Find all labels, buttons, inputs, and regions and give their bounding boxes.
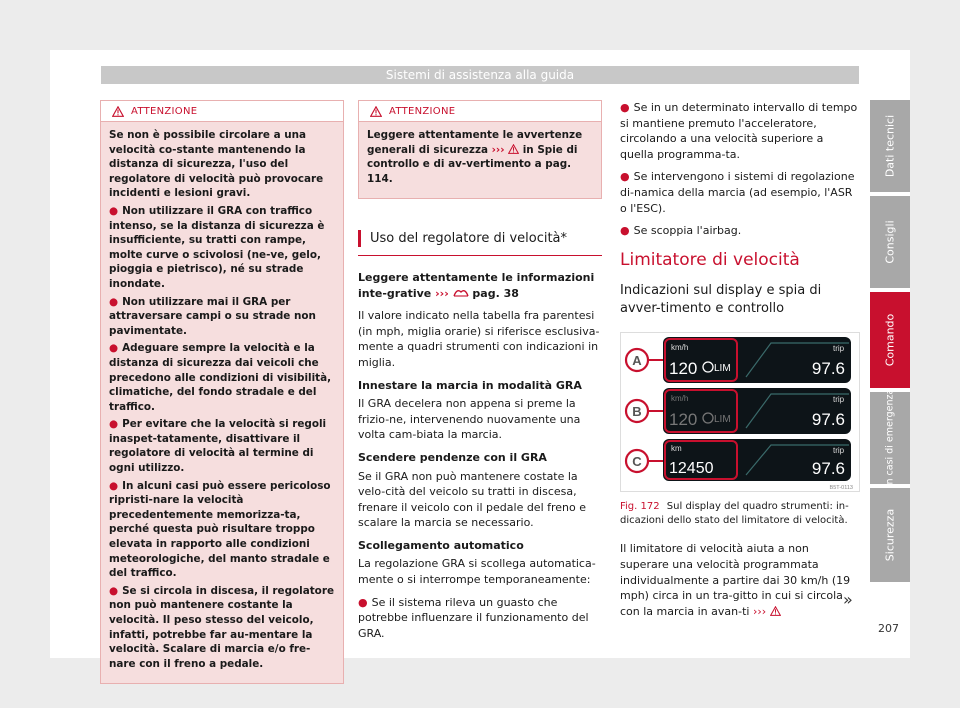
list-item: ● Se intervengono i sistemi di regolazione di-namica della marcia (ad esempio, l'ASR o l'ESC). <box>620 170 855 215</box>
warning-intro: Se non è possibile circolare a una velocità co-stante mantenendo la distanza di sicurezza, l'uso del regolatore di velocità può provocare incidenti e lesioni gravi. <box>109 129 324 200</box>
paragraph: Il valore indicato nella tabella fra parentesi (in mph, miglia orarie) si riferisce esclusiva-mente a quadri strumenti con indicazioni in miglia. <box>358 309 600 369</box>
bullet-dot-icon: ● <box>109 584 119 597</box>
odometer-value: 12450 <box>669 460 714 478</box>
page-reference-link[interactable]: pag. 38 <box>472 286 519 300</box>
warning-bullet: ● Per evitare che la velocità si regoli inaspet-tatamente, disattivare il regolatore di velocità al termine di ogni utilizzo. <box>109 418 327 475</box>
figure-code: B5T-0113 <box>829 485 853 492</box>
list-item: ● Se il sistema rileva un guasto che potrebbe influenzare il funzionamento del GRA. <box>358 595 589 640</box>
odometer-unit: km <box>671 444 682 454</box>
bullet-dot-icon: ● <box>109 342 119 355</box>
paragraph-heading: Scendere pendenze con il GRA <box>358 450 547 464</box>
warning-bullet: ● Se si circola in discesa, il regolatore non può mantenere costante la velocità. Il peso stesso del veicolo, infatti, potrebbe far au-mentare la velocità. Scalare di marcia e/o fre-nare con il freno a pedale. <box>109 584 334 670</box>
figure-caption: Fig. 172 Sul display del quadro strumenti: in-dicazioni dello stato del limitatore di velocità. <box>620 501 849 526</box>
display-illustration <box>621 333 859 491</box>
callout-letter: C <box>632 454 642 470</box>
trip-label: trip <box>833 344 845 354</box>
paragraph: Il GRA decelera non appena si preme la frizio-ne, intervenendo nuovamente una volta cam-biata la marcia. <box>358 397 581 442</box>
bullet-dot-icon: ● <box>620 170 630 184</box>
subsection-title: Indicazioni sul display e spia di avver-timento e controllo <box>620 283 822 317</box>
warning-body <box>359 122 601 198</box>
column-left <box>100 100 344 684</box>
lead-paragraph: Leggere attentamente le informazioni inte-grative ››› pag. 38 <box>358 270 595 300</box>
speed-value: 120 <box>669 410 698 430</box>
display-row-b <box>626 388 851 434</box>
paragraph-heading: Innestare la marcia in modalità GRA <box>358 378 582 392</box>
display-row-a <box>626 337 851 383</box>
trip-value: 97.6 <box>811 459 845 479</box>
warning-label: ATTENZIONE <box>131 106 198 117</box>
warning-bullet: ● Non utilizzare il GRA con traffico intenso, se la distanza di sicurezza è insufficiente, su tratti con rampe, molte curve o scivolosi (ne-ve, gelo, pioggia e pietrisco), né su strade inondate. <box>109 204 325 290</box>
column-middle <box>358 100 602 648</box>
trip-value: 97.6 <box>811 359 845 379</box>
warning-box <box>100 100 344 684</box>
page-number: 207 <box>878 622 899 635</box>
speed-unit: km/h <box>671 394 689 404</box>
lim-label: LIM <box>714 363 731 375</box>
warning-bullet: ● In alcuni casi può essere pericoloso ripristi-nare la velocità precedentemente memorizza-ta, perché questa può risultare troppo elevata in rapporto alle condizioni meteorologiche, del manto stradale e del traffico. <box>109 479 331 580</box>
lim-label: LIM <box>714 414 731 426</box>
caption-number: Fig. 172 <box>620 501 660 513</box>
bullet-dot-icon: ● <box>109 479 119 492</box>
reference-arrow: ››› <box>491 143 505 156</box>
warning-triangle-icon <box>770 606 781 616</box>
tab-comando[interactable]: Comando <box>870 292 910 388</box>
list-item: ● Se in un determinato intervallo di tempo si mantiene premuto l'acceleratore, circolando a una velocità superiore a quella programma-ta. <box>620 101 858 161</box>
warning-triangle-icon <box>370 106 382 117</box>
header-title: Sistemi di assistenza alla guida <box>385 68 575 82</box>
trip-label: trip <box>833 446 845 456</box>
page-header <box>101 66 859 84</box>
column-right <box>620 100 860 619</box>
display-row-c <box>626 439 851 481</box>
warning-label: ATTENZIONE <box>389 106 456 117</box>
display-figure <box>620 332 860 492</box>
warning-header <box>101 101 343 122</box>
reference-arrow: ››› <box>435 286 449 300</box>
bullet-dot-icon: ● <box>620 224 630 238</box>
tab-sicurezza[interactable]: Sicurezza <box>870 488 910 582</box>
warning-triangle-icon <box>112 106 124 117</box>
reference-arrow: ››› <box>752 604 767 618</box>
section-title: Uso del regolatore di velocità* <box>358 225 602 256</box>
list-item: ● Se scoppia l'airbag. <box>620 224 742 238</box>
warning-body <box>101 122 343 683</box>
warning-box <box>358 100 602 199</box>
tab-in-casi-di-emergenza[interactable]: In casi di emergenza <box>870 392 910 484</box>
trip-value: 97.6 <box>811 410 845 430</box>
speed-unit: km/h <box>671 343 689 353</box>
warning-bullet: ● Non utilizzare mai il GRA per attraversare campi o su strade non pavimentate. <box>109 295 316 337</box>
tab-consigli[interactable]: Consigli <box>870 196 910 288</box>
paragraph-heading: Scollegamento automatico <box>358 538 524 552</box>
speed-value: 120 <box>669 359 698 379</box>
bullet-dot-icon: ● <box>358 595 368 609</box>
tab-dati-tecnici[interactable]: Dati tecnici <box>870 100 910 192</box>
callout-letter: A <box>632 353 642 369</box>
warning-bullet: ● Adeguare sempre la velocità e la distanza di sicurezza dai veicoli che precedono alle condizioni di visibilità, climatiche, del fondo stradale e del traffico. <box>109 342 332 413</box>
callout-letter: B <box>632 404 642 420</box>
chapter-title: Limitatore di velocità <box>620 249 800 270</box>
trip-label: trip <box>833 395 845 405</box>
bullet-dot-icon: ● <box>620 101 630 114</box>
book-reference-icon <box>453 287 469 298</box>
bullet-dot-icon: ● <box>109 295 119 308</box>
paragraph: Il limitatore di velocità aiuta a non superare una velocità programmata individualmente a partire dai 30 km/h (19 mph) circa in un tra-gitto in cui si circola con la marcia in avan-ti ››› <box>620 542 851 618</box>
warning-text: Leggere attentamente le avvertenze generali di sicurezza ››› in Spie di controllo e di av-vertimento a pag. 114. <box>367 129 583 185</box>
bullet-dot-icon: ● <box>109 204 119 217</box>
paragraph: Se il GRA non può mantenere costate la velo-cità del veicolo su tratti in discesa, frenare il veicolo con il pedale del freno e scalare la marcia se necessario. <box>358 469 587 530</box>
warning-header <box>359 101 601 122</box>
paragraph: La regolazione GRA si scollega automatica-mente o si interrompe temporaneamente: <box>358 557 596 587</box>
warning-triangle-icon <box>508 144 519 154</box>
bullet-dot-icon: ● <box>109 418 119 431</box>
continue-mark: » <box>843 590 853 609</box>
